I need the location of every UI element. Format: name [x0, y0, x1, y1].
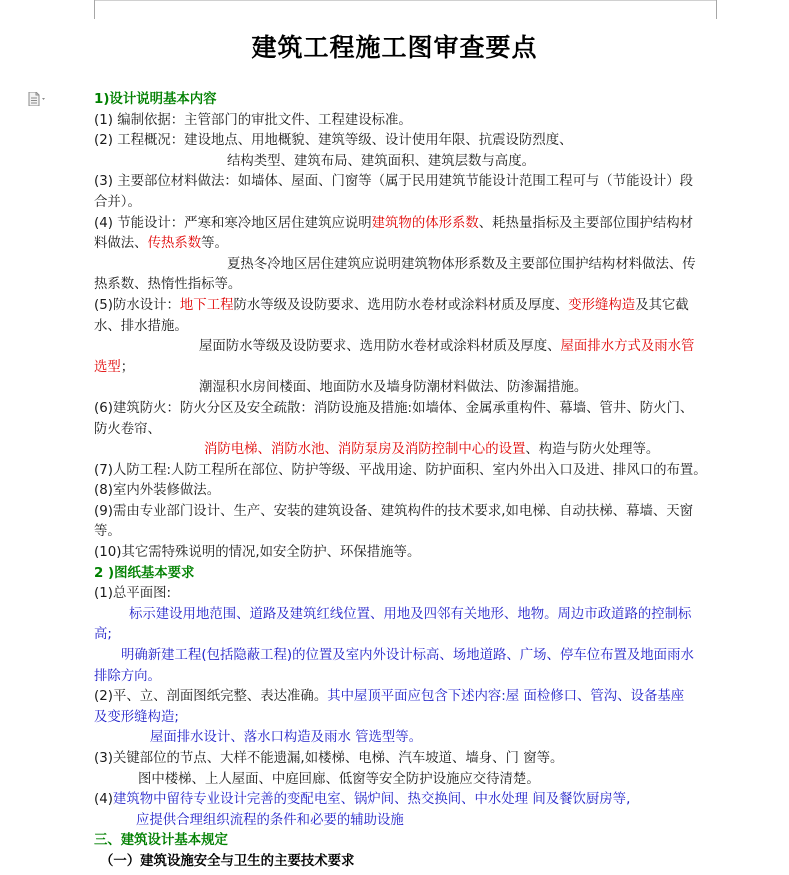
paragraph-line: (1)总平面图:	[94, 586, 172, 602]
text-span: (2)平、立、剖面图纸完整、表达准确。	[94, 689, 328, 705]
paragraph-line: 明确新建工程(包括隐蔽工程)的位置及室内外设计标高、场地道路、广场、停车位布置及地面雨水	[121, 648, 694, 664]
paragraph-line: 及变形缝构造;	[94, 709, 179, 725]
paragraph-line: (3)关键部位的节点、大样不能遗漏,如楼梯、电梯、汽车坡道、墙身、门 窗等。	[94, 751, 564, 766]
paragraph-line: 合并）。	[94, 194, 141, 210]
text-span: (4) 节能设计：严寒和寒冷地区居住建筑应说明	[94, 215, 372, 231]
section-heading: 1)设计说明基本内容	[94, 92, 217, 107]
paragraph-line: 等。	[94, 524, 121, 540]
page-title: 建筑工程施工图审查要点	[251, 33, 538, 62]
paragraph-line: 夏热冬冷地区居住建筑应说明建筑物体形系数及主要部位围护结构材料做法、传	[227, 256, 696, 272]
paragraph-line: (10)其它需特殊说明的情况,如安全防护、环保措施等。	[94, 545, 421, 561]
subsection-heading: （一）建筑设施安全与卫生的主要技术要求	[100, 853, 355, 869]
paragraph-line: 应提供合理组织流程的条件和必要的辅助设施	[136, 812, 404, 828]
paragraph-line: (6)建筑防火：防火分区及安全疏散：消防设施及措施:如墙体、金属承重构件、幕墙、管井、防火门、	[94, 400, 694, 416]
paragraph-line: 标示建设用地范围、道路及建筑红线位置、用地及四邻有关地形、地物。周边市政道路的控制标	[129, 606, 692, 622]
text-span: 料做法、	[94, 236, 148, 252]
paragraph-line: (9)需由专业部门设计、生产、安装的建筑设备、建筑构件的技术要求,如电梯、自动扶梯、幕墙、天窗	[94, 503, 694, 519]
paragraph-line	[94, 214, 724, 235]
paragraph-line	[94, 337, 724, 358]
paragraph-line: 排除方向。	[94, 668, 161, 684]
highlight-text: 地下工程	[179, 297, 234, 313]
text-span: ；	[120, 359, 135, 375]
paragraph-line	[94, 790, 724, 811]
text-span: 、构造与防火处理等。	[525, 442, 660, 458]
paragraph-line: 结构类型、建筑布局、建筑面积、建筑层数与高度。	[227, 153, 535, 169]
page-corner-right	[716, 0, 717, 19]
highlight-text: 其中屋顶平面应包含下述内容:屋 面检修口、管沟、设备基座	[327, 689, 685, 705]
paragraph-line: 潮湿积水房间楼面、地面防水及墙身防潮材料做法、防渗漏措施。	[199, 380, 588, 396]
text-span: 屋面防水等级及设防要求、选用防水卷材或涂料材质及厚度、	[199, 339, 561, 355]
section-heading: 三、建筑设计基本规定	[94, 833, 228, 849]
paragraph-line	[94, 296, 724, 317]
paragraph-line: (7)人防工程:人防工程所在部位、防护等级、平战用途、防护面积、室内外出入口及进、排风口的布置。	[94, 462, 707, 478]
highlight-text: 选型	[94, 359, 121, 375]
text-span: (5)防水设计：	[94, 297, 180, 313]
document-body	[94, 90, 724, 873]
text-span: (4)	[94, 792, 113, 808]
text-span: 及其它截	[635, 297, 689, 313]
section-heading: 2 )图纸基本要求	[94, 565, 195, 581]
paragraph-line: 图中楼梯、上人屋面、中庭回廊、低窗等安全防护设施应交待清楚。	[138, 771, 540, 787]
paragraph-line	[94, 687, 724, 708]
text-span: 防水等级及设防要求、选用防水卷材或涂料材质及厚度、	[233, 297, 569, 313]
paragraph-line: (2) 工程概况：建设地点、用地概貌、建筑等级、设计使用年限、抗震设防烈度、	[94, 133, 573, 149]
text-span: 等。	[201, 236, 228, 252]
highlight-text: 屋面排水方式及雨水管	[560, 339, 695, 355]
paragraph-line: 热系数、热惰性指标等。	[94, 277, 242, 293]
paragraph-line: (1) 编制依据：主管部门的审批文件、工程建设标准。	[94, 112, 412, 128]
highlight-text: 建筑物中留待专业设计完善的变配电室、锅炉间、热交换间、中水处理 间及餐饮厨房等,	[112, 792, 631, 808]
paragraph-line	[94, 358, 724, 379]
paragraph-line	[94, 440, 724, 461]
paragraph-line: 高;	[94, 627, 112, 643]
page-edge-top	[94, 0, 717, 1]
highlight-text: 消防电梯、消防水池、消防泵房及消防控制中心的设置	[204, 442, 526, 458]
highlight-text: 变形缝构造	[568, 297, 636, 313]
paragraph-line: 屋面排水设计、落水口构造及雨水 管选型等。	[150, 730, 423, 746]
paragraph-line: (3) 主要部位材料做法：如墙体、屋面、门窗等（属于民用建筑节能设计范围工程可与（节能设计）段	[94, 174, 694, 190]
highlight-text: 建筑物的体形系数	[371, 215, 479, 231]
document-icon[interactable]	[28, 91, 46, 105]
paragraph-line: 水、排水措施。	[94, 318, 188, 334]
paragraph-line	[94, 234, 724, 255]
highlight-text: 传热系数	[147, 236, 202, 252]
paragraph-line: (8)室内外装修做法。	[94, 483, 221, 499]
paragraph-line: 防火卷帘、	[94, 421, 161, 437]
page-corner-left	[94, 0, 95, 19]
text-span: 、耗热量指标及主要部位围护结构材	[478, 215, 694, 231]
